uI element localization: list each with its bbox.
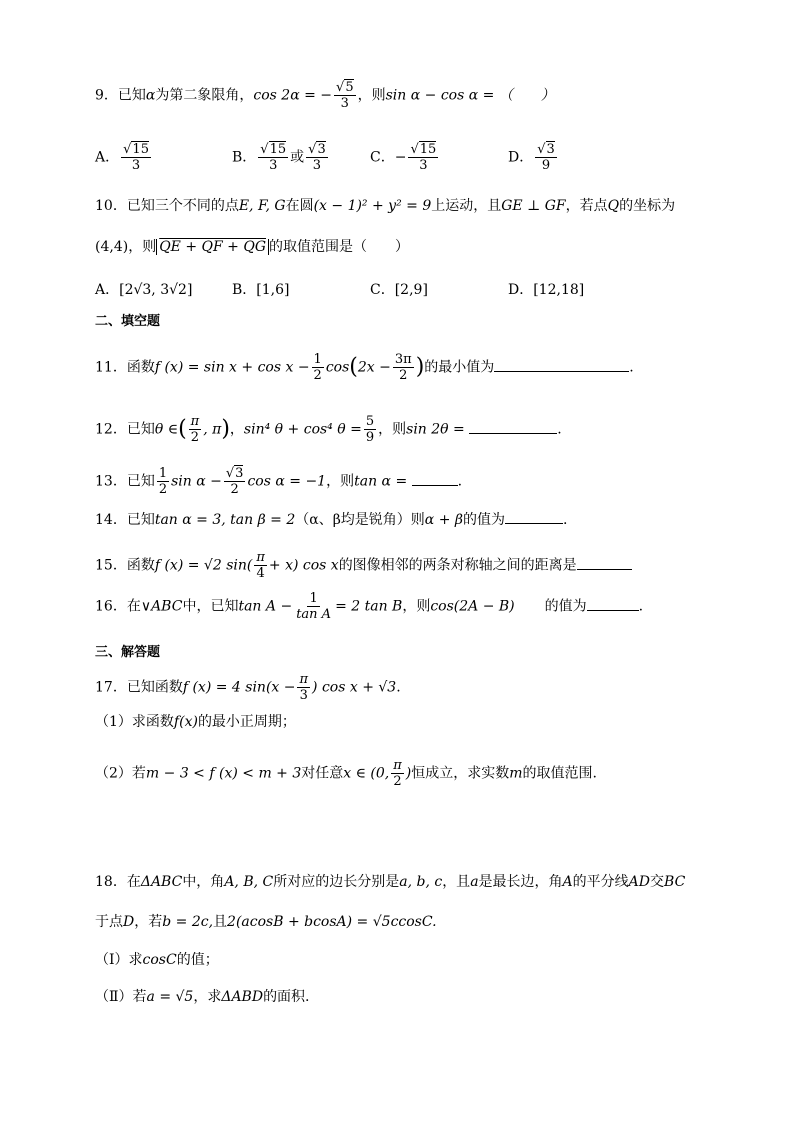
question-10-line-2: (4,4)，则 QE + QF + QG 的取值范围是（ ）	[95, 239, 410, 255]
q10-option-d[interactable]: D．[12,18]	[508, 282, 585, 298]
q10-option-a[interactable]: A．[2√3, 3√2]	[95, 282, 193, 298]
question-10-line-1: 10．已知三个不同的点E, F, G在圆(x − 1)² + y² = 9上运动，且GE ⊥ GF，若点Q的坐标为	[95, 198, 676, 214]
question-9	[95, 80, 555, 111]
question-13: 13．已知 $\frac{1}{2}$ sin α − √ $\frac{3}{2}$ cos α = −1，则tan α = .	[95, 466, 462, 497]
q9-stem-c: ，则	[357, 87, 386, 104]
question-18-part-2: （Ⅱ）若a = √5，求ΔABD的面积.	[95, 989, 310, 1005]
question-18-part-1: （Ⅰ）求cosC的值；	[95, 952, 219, 968]
section-fill-in-heading: 二、填空题	[95, 314, 161, 329]
q11-answer-blank[interactable]	[494, 357, 629, 372]
question-17-part-2: （2）若m − 3 < f (x) < m + 3对任意x ∈ (0, $\frac{\pi}{2}$ )恒成立，求实数m的取值范围.	[95, 758, 597, 789]
q13-answer-blank[interactable]	[412, 471, 458, 486]
q10-vector-sum: QE + QF + QG	[156, 239, 269, 255]
q9-stem-a: 9．已知	[95, 87, 146, 104]
q9-fraction: √ $\frac{5}{3}$	[334, 80, 356, 111]
question-16: 16．在∨ABC中，已知tan A − $\frac{1}{\text{tan A}}$ = 2 tan B，则cos(2A − B) 的值为 .	[95, 591, 644, 622]
q9-option-a[interactable]: A． √ $\frac{15}{3}$	[95, 142, 153, 173]
q10-option-b[interactable]: B．[1,6]	[232, 282, 290, 298]
section-answer-heading: 三、解答题	[95, 645, 161, 660]
question-18-line-2: 于点D，若b = 2c,且2(acosB + bcosA) = √5ccosC.	[95, 914, 437, 930]
q9-stem-b: 为第二象限角，	[155, 87, 254, 104]
question-15: 15．函数f (x) = √2 sin( $\frac{\pi}{4}$ + x) cos x的图像相邻的两条对称轴之间的距离是	[95, 550, 632, 581]
q12-answer-blank[interactable]	[469, 419, 557, 434]
question-11: 11．函数f (x) = sin x + cos x − $\frac{1}{2}$ cos(2x − $\frac{3\pi}{2}$ )的最小值为 .	[95, 352, 634, 383]
q9-cos2a: cos 2α = −	[253, 87, 333, 104]
question-18-line-1: 18．在ΔABC中，角A, B, C所对应的边长分别是a, b, c，且a是最长边，角A的平分线AD交BC	[95, 874, 686, 890]
question-14: 14．已知tan α = 3, tan β = 2（α、β均是锐角）则α + β的值为 .	[95, 509, 567, 530]
q15-answer-blank[interactable]	[577, 555, 632, 570]
q9-option-c[interactable]: C．− √ $\frac{15}{3}$	[370, 142, 440, 173]
q9-expr: sin α − cos α = （ ）	[385, 87, 555, 104]
q9-option-b[interactable]: B． √ $\frac{15}{3}$ 或 √ $\frac{3}{3}$	[232, 142, 330, 173]
alpha-symbol: α	[145, 87, 156, 104]
question-17-part-1: （1）求函数f(x)的最小正周期；	[95, 714, 296, 730]
q14-answer-blank[interactable]	[505, 509, 563, 524]
q9-option-d[interactable]: D． √ $\frac{3}{9}$	[508, 142, 559, 173]
question-17: 17．已知函数f (x) = 4 sin(x − $\frac{\pi}{3}$ ) cos x + √3.	[95, 672, 401, 703]
q16-answer-blank[interactable]	[587, 596, 639, 611]
q10-option-c[interactable]: C．[2,9]	[370, 282, 428, 298]
question-12: 12．已知θ ∈( $\frac{\pi}{2}$ , π)，sin⁴ θ + cos⁴ θ = $\frac{5}{9}$ ，则sin 2θ = .	[95, 414, 562, 445]
